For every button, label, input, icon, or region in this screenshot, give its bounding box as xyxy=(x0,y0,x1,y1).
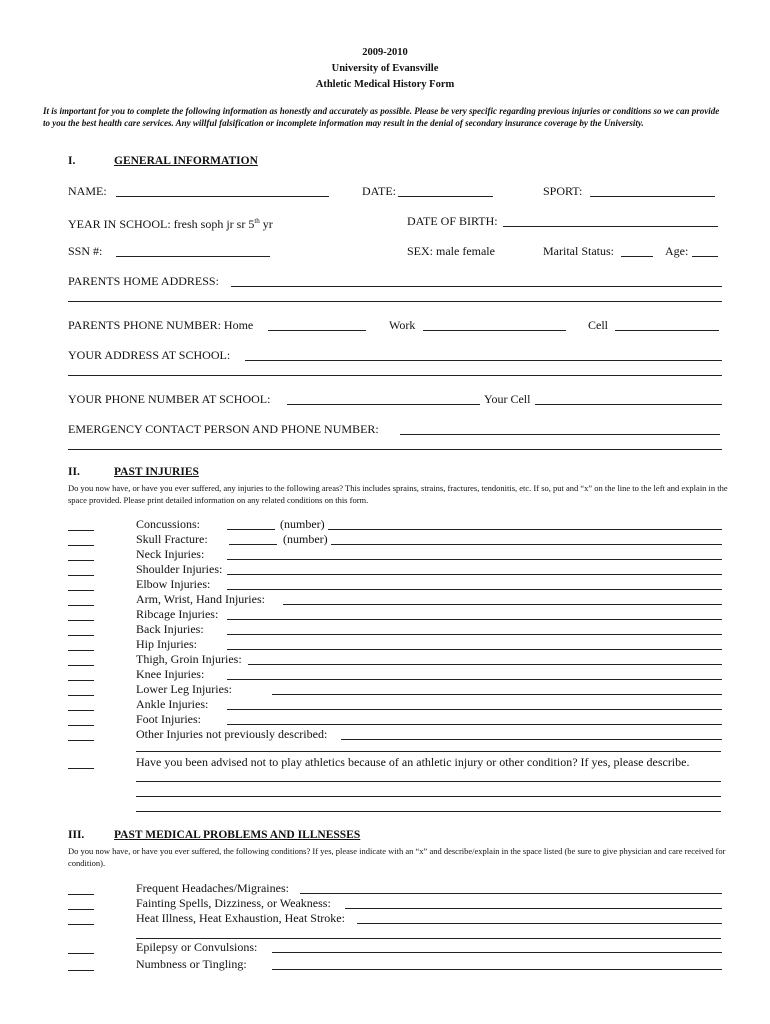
injury-checkbox-line[interactable] xyxy=(68,530,94,531)
section-2-number: II. xyxy=(68,466,80,478)
injury-label: Neck Injuries: xyxy=(136,547,205,561)
injury-label: Shoulder Injuries: xyxy=(136,562,223,576)
injury-label: Elbow Injuries: xyxy=(136,577,211,591)
name-label: NAME: xyxy=(68,184,107,198)
condition-checkbox-line[interactable] xyxy=(68,953,94,954)
injury-label: Hip Injuries: xyxy=(136,637,197,651)
injury-explain-field[interactable] xyxy=(283,604,722,605)
injury-explain-field[interactable] xyxy=(227,574,722,575)
advised-question: Have you been advised not to play athletics because of an athletic injury or other condition? If yes, please describe. xyxy=(136,755,690,769)
injury-checkbox-line[interactable] xyxy=(68,635,94,636)
injury-label: Foot Injuries: xyxy=(136,712,201,726)
form-year: 2009-2010 xyxy=(362,47,408,58)
injury-checkbox-line[interactable] xyxy=(68,650,94,651)
section-3-title: PAST MEDICAL PROBLEMS AND ILLNESSES xyxy=(114,829,361,841)
marital-status-label: Marital Status: xyxy=(543,244,614,258)
injury-label: Skull Fracture: xyxy=(136,532,208,546)
condition-label: Epilepsy or Convulsions: xyxy=(136,940,258,954)
condition-explain-field[interactable] xyxy=(345,908,722,909)
your-address-field-line2[interactable] xyxy=(68,375,722,376)
advised-explain-line[interactable] xyxy=(136,811,721,812)
emergency-contact-field[interactable] xyxy=(400,434,720,435)
condition-checkbox-line[interactable] xyxy=(68,894,94,895)
section-2-title: PAST INJURIES xyxy=(114,466,199,478)
ssn-label: SSN #: xyxy=(68,244,103,258)
condition-label: Fainting Spells, Dizziness, or Weakness: xyxy=(136,896,331,910)
emergency-contact-label: EMERGENCY CONTACT PERSON AND PHONE NUMBER: xyxy=(68,422,379,436)
injury-explain-field[interactable] xyxy=(341,739,722,740)
parents-address-field-line2[interactable] xyxy=(68,301,722,302)
section-2-description: Do you now have, or have you ever suffered, any injuries to the following areas? This includes sprains, strains, fractures, tendonitis, etc. If so, put and “x” on the line to the left and explain in the space provided. Please print detailed information on any related conditions on this form. xyxy=(68,483,728,505)
dob-field[interactable] xyxy=(503,226,718,227)
injury-count-field[interactable] xyxy=(227,529,275,530)
condition-explain-field[interactable] xyxy=(300,893,722,894)
injury-label: Other Injuries not previously described: xyxy=(136,727,328,741)
condition-explain-field-extra[interactable] xyxy=(136,938,721,939)
injury-explain-field[interactable] xyxy=(227,724,722,725)
injury-explain-field[interactable] xyxy=(227,559,722,560)
condition-checkbox-line[interactable] xyxy=(68,970,94,971)
number-label: (number) xyxy=(283,532,328,546)
injury-explain-field[interactable] xyxy=(248,664,722,665)
injury-label: Thigh, Groin Injuries: xyxy=(136,652,242,666)
injury-label: Concussions: xyxy=(136,517,201,531)
section-3-number: III. xyxy=(68,829,85,841)
injury-label: Lower Leg Injuries: xyxy=(136,682,232,696)
injury-checkbox-line[interactable] xyxy=(68,725,94,726)
parents-phone-label: PARENTS PHONE NUMBER: Home xyxy=(68,318,254,332)
injury-checkbox-line[interactable] xyxy=(68,545,94,546)
sport-field[interactable] xyxy=(590,196,715,197)
cell-label: Cell xyxy=(588,318,608,332)
injury-checkbox-line[interactable] xyxy=(68,620,94,621)
injury-checkbox-line[interactable] xyxy=(68,590,94,591)
advised-explain-line[interactable] xyxy=(136,781,721,782)
emergency-contact-field-line2[interactable] xyxy=(68,449,722,450)
intro-text: It is important for you to complete the following information as honestly and accurately as possible. Please be very specific regarding previous injuries or conditions so we can provide to you the best health care services. Any willful falsification or incomplete information may result in the denial of secondary insurance coverage by the University. xyxy=(43,106,720,128)
injury-count-field[interactable] xyxy=(229,544,277,545)
age-field[interactable] xyxy=(692,256,718,257)
injury-checkbox-line[interactable] xyxy=(68,575,94,576)
injury-explain-field[interactable] xyxy=(328,529,722,530)
injury-explain-field[interactable] xyxy=(227,679,722,680)
condition-label: Heat Illness, Heat Exhaustion, Heat Stroke: xyxy=(136,911,345,925)
age-label: Age: xyxy=(665,244,689,258)
injury-explain-field[interactable] xyxy=(331,544,722,545)
work-label: Work xyxy=(389,318,416,332)
year-in-school-label[interactable]: YEAR IN SCHOOL: fresh soph jr sr 5th yr xyxy=(68,217,273,231)
injury-explain-field-extra[interactable] xyxy=(136,751,721,752)
injury-explain-field[interactable] xyxy=(227,649,722,650)
injury-checkbox-line[interactable] xyxy=(68,665,94,666)
section-1-title: GENERAL INFORMATION xyxy=(114,155,258,167)
your-cell-label: Your Cell xyxy=(484,392,531,406)
condition-checkbox-line[interactable] xyxy=(68,924,94,925)
date-label: DATE: xyxy=(362,184,396,198)
your-address-label: YOUR ADDRESS AT SCHOOL: xyxy=(68,348,231,362)
injury-checkbox-line[interactable] xyxy=(68,695,94,696)
injury-explain-field[interactable] xyxy=(227,589,722,590)
your-phone-label: YOUR PHONE NUMBER AT SCHOOL: xyxy=(68,392,271,406)
number-label: (number) xyxy=(280,517,325,531)
injury-label: Arm, Wrist, Hand Injuries: xyxy=(136,592,265,606)
injury-explain-field[interactable] xyxy=(272,694,722,695)
marital-status-field[interactable] xyxy=(621,256,653,257)
parents-address-field[interactable] xyxy=(231,286,722,287)
condition-explain-field[interactable] xyxy=(272,969,722,970)
injury-checkbox-line[interactable] xyxy=(68,740,94,741)
your-address-field[interactable] xyxy=(245,360,722,361)
parents-work-phone-field[interactable] xyxy=(423,330,566,331)
condition-label: Numbness or Tingling: xyxy=(136,957,247,971)
ssn-field[interactable] xyxy=(116,256,270,257)
condition-explain-field[interactable] xyxy=(357,923,722,924)
form-title: Athletic Medical History Form xyxy=(315,79,455,90)
sport-label: SPORT: xyxy=(543,184,583,198)
injury-explain-field[interactable] xyxy=(227,619,722,620)
parents-cell-field[interactable] xyxy=(615,330,719,331)
dob-label: DATE OF BIRTH: xyxy=(407,214,498,228)
advised-explain-line[interactable] xyxy=(136,796,721,797)
university-name: University of Evansville xyxy=(331,63,439,74)
your-phone-field[interactable] xyxy=(287,404,480,405)
injury-explain-field[interactable] xyxy=(227,634,722,635)
condition-checkbox-line[interactable] xyxy=(68,909,94,910)
your-cell-field[interactable] xyxy=(535,404,722,405)
injury-label: Knee Injuries: xyxy=(136,667,205,681)
injury-checkbox-line[interactable] xyxy=(68,680,94,681)
name-field[interactable] xyxy=(116,196,329,197)
injury-checkbox-line[interactable] xyxy=(68,710,94,711)
injury-checkbox-line[interactable] xyxy=(68,560,94,561)
injury-label: Back Injuries: xyxy=(136,622,204,636)
condition-label: Frequent Headaches/Migraines: xyxy=(136,881,289,895)
date-field[interactable] xyxy=(398,196,493,197)
advised-checkbox-line[interactable] xyxy=(68,768,94,769)
injury-explain-field[interactable] xyxy=(227,709,722,710)
injury-label: Ribcage Injuries: xyxy=(136,607,219,621)
sex-label[interactable]: SEX: male female xyxy=(407,244,495,258)
section-1-number: I. xyxy=(68,155,76,167)
parents-home-phone-field[interactable] xyxy=(268,330,366,331)
parents-address-label: PARENTS HOME ADDRESS: xyxy=(68,274,219,288)
injury-checkbox-line[interactable] xyxy=(68,605,94,606)
injury-label: Ankle Injuries: xyxy=(136,697,209,711)
section-3-description: Do you now have, or have you ever suffered, the following conditions? If yes, please indicate with an “x” and describe/explain in the space listed (be sure to give physician and care received for condition). xyxy=(68,846,726,868)
condition-explain-field[interactable] xyxy=(272,952,722,953)
